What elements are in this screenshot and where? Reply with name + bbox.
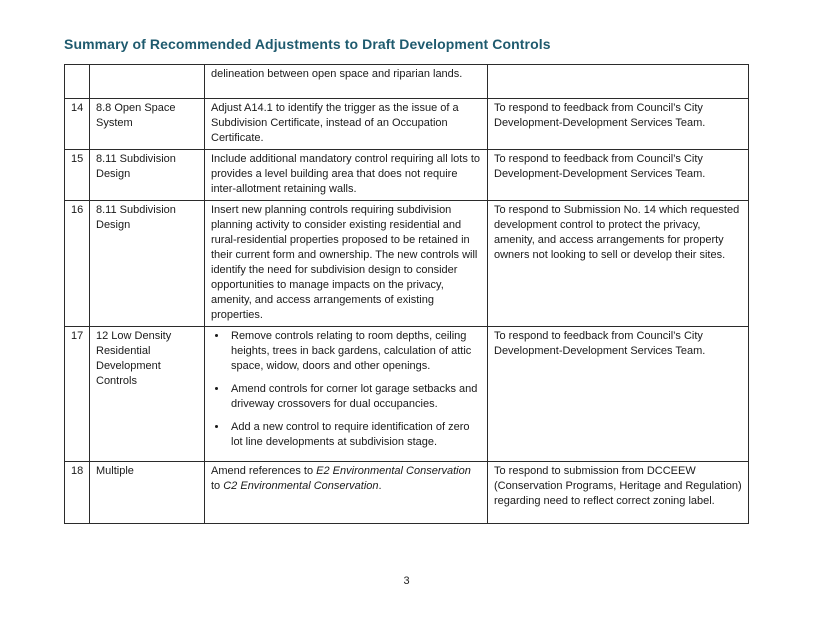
adjustment-text-segment: to: [211, 480, 224, 492]
adjustment-cell: [205, 327, 488, 462]
adjustment-cell: Include additional mandatory control requiring all lots to provides a level building area that does not require inter-allotment retaining walls.: [205, 150, 488, 201]
table-row: [65, 201, 749, 327]
bullet-item: • Remove controls relating to room depths, ceiling heights, trees in back gardens, calculation of attic space, widow, doors and other openings.: [228, 329, 481, 374]
section-cell: 8.11 Subdivision Design: [90, 150, 205, 201]
rationale-cell: To respond to feedback from Council’s City Development-Development Services Team.: [488, 327, 749, 462]
adjustment-bullet-list: [211, 329, 481, 450]
section-cell: 8.11 Subdivision Design: [90, 201, 205, 327]
table-row: [65, 150, 749, 201]
table-row: [65, 327, 749, 462]
section-cell: Multiple: [90, 462, 205, 524]
bullet-item: • Add a new control to require identification of zero lot line developments at subdivision stage.: [228, 420, 481, 450]
adjustments-table: [64, 64, 749, 524]
adjustment-text-segment: Amend references to: [211, 465, 317, 477]
page-title: Summary of Recommended Adjustments to Draft Development Controls: [64, 36, 551, 52]
bullet-item: • Amend controls for corner lot garage setbacks and driveway crossovers for dual occupancies.: [228, 382, 481, 412]
row-number-cell: 18: [65, 462, 90, 524]
section-cell: [90, 65, 205, 99]
rationale-cell: [488, 65, 749, 99]
rationale-cell: To respond to submission from DCCEEW (Conservation Programs, Heritage and Regulation) regarding need to reflect correct zoning label.: [488, 462, 749, 524]
adjustment-cell: [205, 462, 488, 524]
table-row: [65, 65, 749, 99]
row-number-cell: [65, 65, 90, 99]
adjustment-cell: delineation between open space and riparian lands.: [205, 65, 488, 99]
page-number: 3: [403, 575, 410, 587]
table-row: [65, 462, 749, 524]
adjustment-text-segment-italic: E2 Environmental Conservation: [316, 465, 471, 477]
row-number-cell: 15: [65, 150, 90, 201]
table-row: [65, 99, 749, 150]
rationale-cell: To respond to feedback from Council’s City Development-Development Services Team.: [488, 99, 749, 150]
row-number-cell: 14: [65, 99, 90, 150]
rationale-cell: To respond to feedback from Council’s City Development-Development Services Team.: [488, 150, 749, 201]
adjustment-cell: Insert new planning controls requiring subdivision planning activity to consider existing residential and rural-residential properties proposed to be retained in their current form and ownership. The new controls will identify the need for subdivision design to consider opportunities to manage impacts on the privacy, amenity, and access arrangements of existing properties.: [205, 201, 488, 327]
row-number-cell: 16: [65, 201, 90, 327]
adjustment-cell: Adjust A14.1 to identify the trigger as the issue of a Subdivision Certificate, instead of an Occupation Certificate.: [205, 99, 488, 150]
section-cell: 12 Low Density Residential Development Controls: [90, 327, 205, 462]
adjustment-text-segment-italic: C2 Environmental Conservation: [223, 480, 379, 492]
section-cell: 8.8 Open Space System: [90, 99, 205, 150]
rationale-cell: To respond to Submission No. 14 which requested development control to protect the privacy, amenity, and access arrangements for property owners not looking to sell or develop their sites.: [488, 201, 749, 327]
adjustment-text-segment: .: [378, 480, 382, 492]
row-number-cell: 17: [65, 327, 90, 462]
